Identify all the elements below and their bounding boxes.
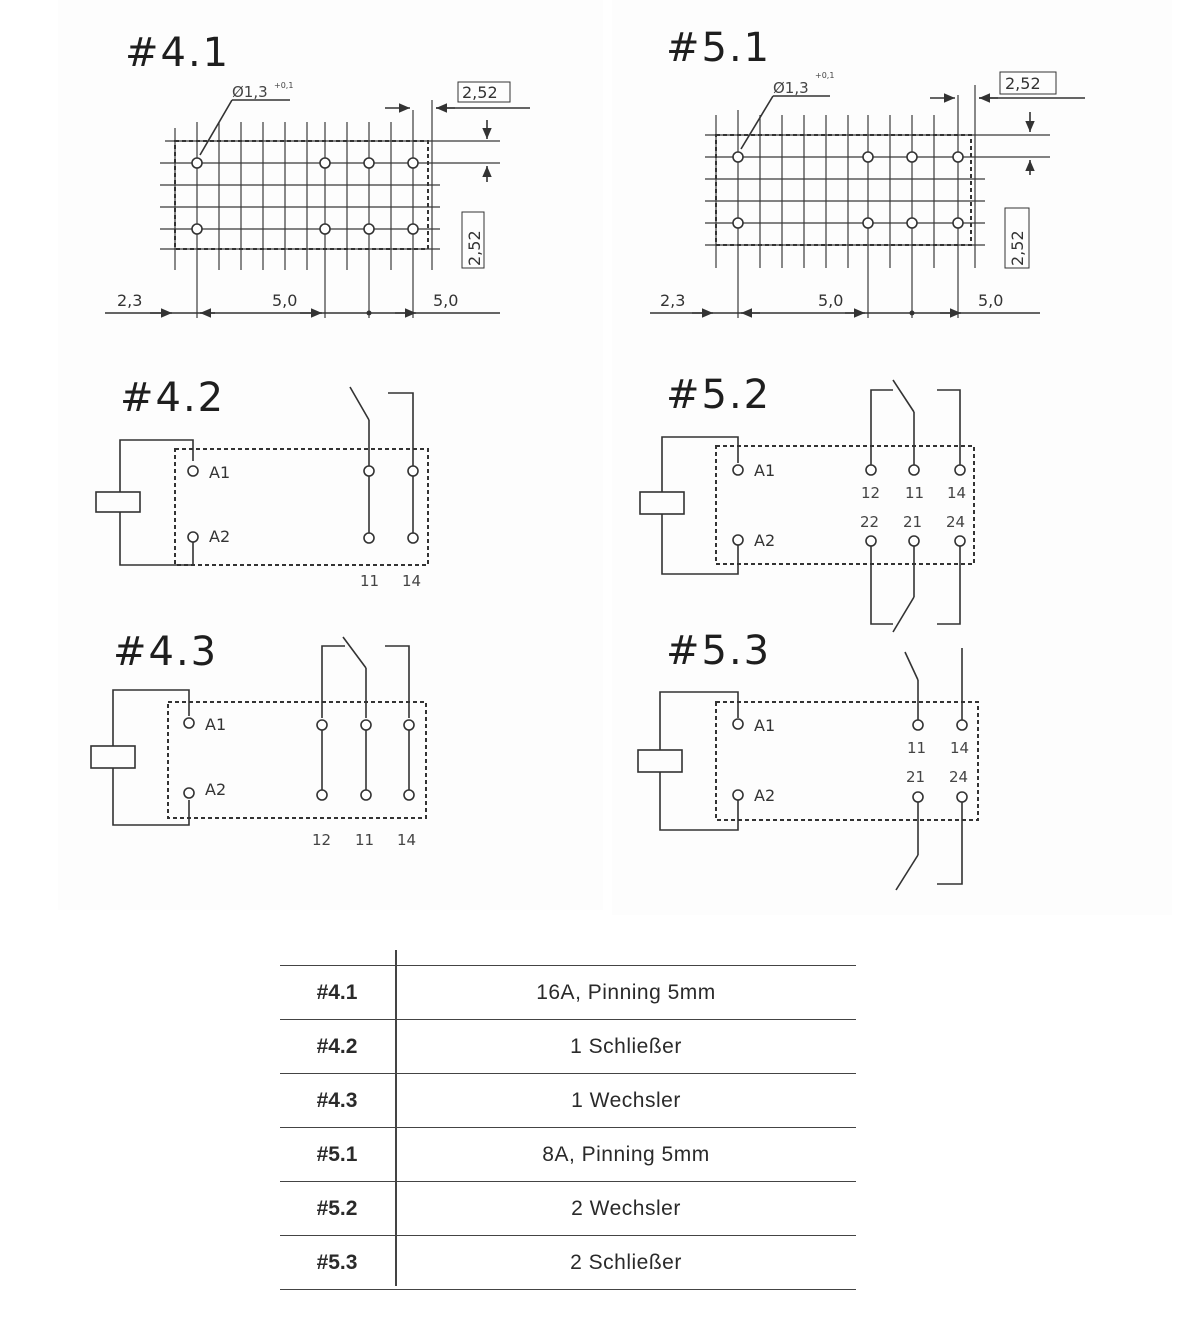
row-desc: 1 Wechsler [571,1089,681,1112]
grid-4-1 [160,100,500,318]
table-row [280,1182,856,1236]
pin-label-11-4-3: 11 [355,831,375,849]
coil-pin-a2-5-3 [733,790,743,800]
heading-4-3: #4.3 [113,629,219,675]
heading-4-1: #4.1 [125,30,231,76]
pitch-v-5-1: 2,52 [1008,230,1027,266]
hole-tol-4-1: +0,1 [274,81,294,90]
pin-label-11-5-3: 11 [907,739,927,757]
diagram-4-2 [96,375,428,590]
diagram-5-3 [638,628,978,890]
coil-pin-a1-4-3 [184,718,194,728]
row-id: #4.1 [316,981,358,1004]
coil-label-a1-4-3: A1 [205,715,227,734]
row-id: #5.2 [316,1197,358,1220]
pin-label-12-4-3: 12 [312,831,332,849]
offset-5-1: 2,3 [660,291,686,310]
coil-label-a2-5-2: A2 [754,531,776,550]
row-desc: 1 Schließer [570,1035,682,1058]
heading-4-2: #4.2 [120,375,226,421]
offset-4-1: 2,3 [117,291,143,310]
coil-pin-a1-5-2 [733,465,743,475]
hole-label-5-1: Ø1,3 [773,79,809,97]
row-id: #4.3 [316,1089,358,1112]
spacing-a-5-1: 5,0 [818,291,844,310]
table-row [280,1074,856,1128]
table-row [280,1236,856,1290]
table-row [280,965,856,1020]
coil-pin-a2-4-2 [188,532,198,542]
pin-label-14-5-2: 14 [947,484,967,502]
row-desc: 8A, Pinning 5mm [542,1143,710,1166]
row-id: #5.3 [316,1251,358,1274]
row-id: #4.2 [316,1035,358,1058]
coil-label-a1-4-2: A1 [209,463,231,482]
table-row [280,1128,856,1182]
heading-5-2: #5.2 [666,372,772,418]
coil-pin-a2-5-2 [733,535,743,545]
pitch-v-4-1: 2,52 [465,230,484,266]
coil-label-a1-5-2: A1 [754,461,776,480]
table-row [280,1020,856,1074]
coil-label-a2-5-3: A2 [754,786,776,805]
pin-label-14-5-3: 14 [950,739,970,757]
coil-label-a1-5-3: A1 [754,716,776,735]
pin-label-12-5-2: 12 [861,484,881,502]
pitch-h-4-1: 2,52 [462,83,498,102]
pin-label-21-5-2: 21 [903,513,923,531]
diagram-4-1 [105,30,530,318]
heading-5-3: #5.3 [666,628,772,674]
pin-label-11-4-2: 11 [360,572,380,590]
pin-label-11-5-2: 11 [905,484,925,502]
pin-label-21-5-3: 21 [906,768,926,786]
spec-table [280,948,856,1290]
pin-label-24-5-2: 24 [946,513,966,531]
diagram-5-1 [650,25,1085,318]
row-desc: 2 Wechsler [571,1197,681,1220]
pin-label-14-4-3: 14 [397,831,417,849]
pins-4-1 [192,158,418,234]
row-id: #5.1 [316,1143,358,1166]
coil-pin-a1-5-3 [733,719,743,729]
pin-label-14-4-2: 14 [402,572,422,590]
spacing-b-5-1: 5,0 [978,291,1004,310]
pitch-h-5-1: 2,52 [1005,74,1041,93]
row-desc: 16A, Pinning 5mm [536,981,716,1004]
diagram-4-3 [91,629,426,849]
hole-tol-5-1: +0,1 [815,71,835,80]
heading-5-1: #5.1 [666,25,772,71]
spacing-a-4-1: 5,0 [272,291,298,310]
coil-pin-a1-4-2 [188,466,198,476]
coil-pin-a2-4-3 [184,788,194,798]
coil-label-a2-4-2: A2 [209,527,231,546]
grid-5-1 [705,85,1050,318]
diagram-5-2 [640,372,974,632]
coil-label-a2-4-3: A2 [205,780,227,799]
pin-label-22-5-2: 22 [860,513,880,531]
row-desc: 2 Schließer [570,1251,682,1274]
hole-label-4-1: Ø1,3 [232,83,268,101]
spacing-b-4-1: 5,0 [433,291,459,310]
pin-label-24-5-3: 24 [949,768,969,786]
